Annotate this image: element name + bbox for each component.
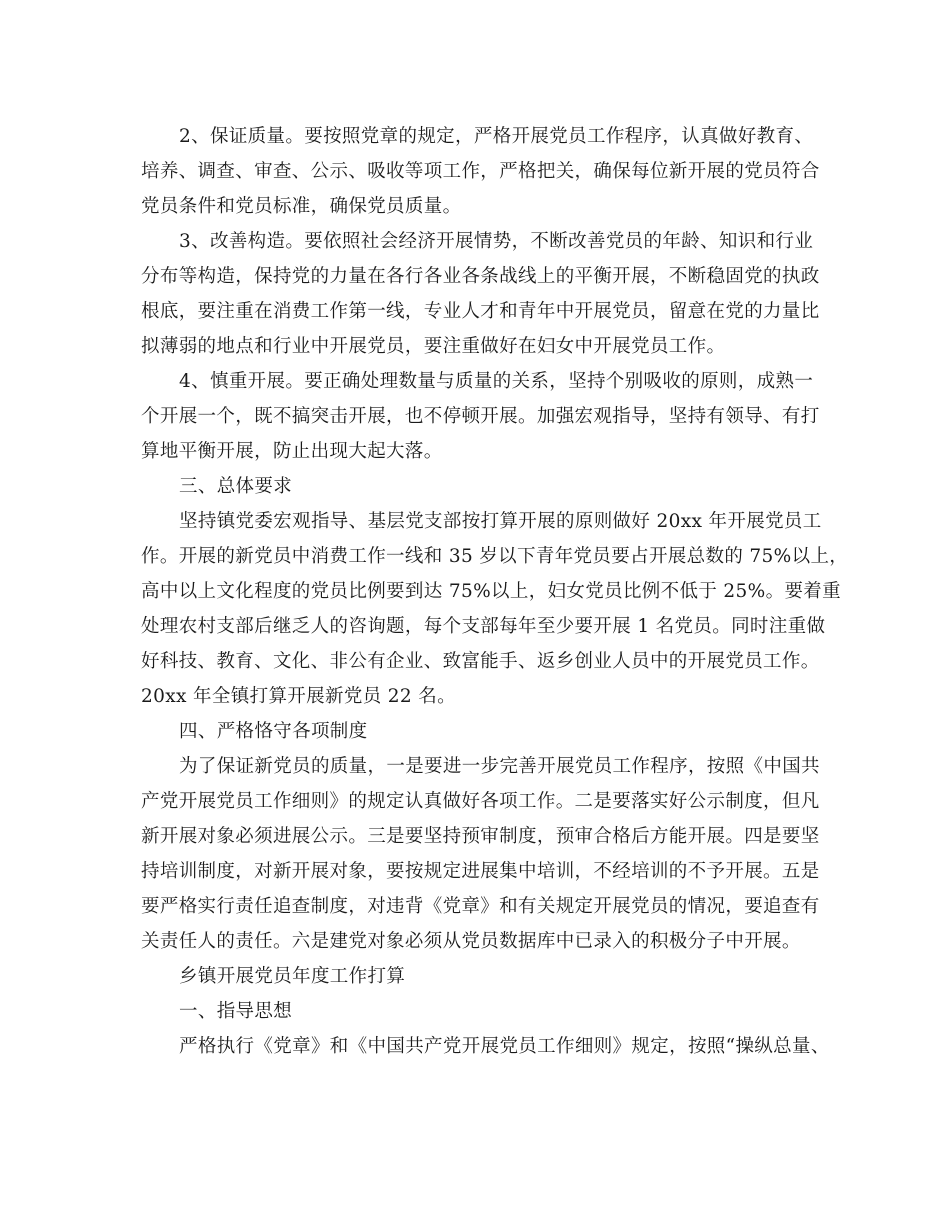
document-body [141,119,849,1064]
text-line: 一、指导思想 [179,1001,293,1022]
text-line: 产党开展党员工作细则》的规定认真做好各项工作。二是要落实好公示制度，但凡 [141,791,820,812]
text-line: 高中以上文化程度的党员比例要到达 75%以上，妇女党员比例不低于 25%。要着重 [141,581,842,602]
text-line: 关责任人的责任。六是建党对象必须从党员数据库中已录入的积极分子中开展。 [141,931,801,952]
text-line: 分布等构造，保持党的力量在各行各业各条战线上的平衡开展，不断稳固党的执政 [141,266,820,287]
text-line: 乡镇开展党员年度工作打算 [179,966,406,987]
text-line: 党员条件和党员标准，确保党员质量。 [141,196,462,217]
text-line: 根底，要注重在消费工作第一线，专业人才和青年中开展党员，留意在党的力量比 [141,301,820,322]
text-line: 好科技、教育、文化、非公有企业、致富能手、返乡创业人员中的开展党员工作。 [141,651,820,672]
text-line: 4、慎重开展。要正确处理数量与质量的关系，坚持个别吸收的原则，成熟一 [179,371,814,392]
text-line: 持培训制度，对新开展对象，要按规定进展集中培训，不经培训的不予开展。五是 [141,861,820,882]
text-line: 四、严格恪守各项制度 [179,721,368,742]
text-line: 作。开展的新党员中消费工作一线和 35 岁以下青年党员要占开展总数的 75%以上， [141,546,849,567]
text-line: 算地平衡开展，防止出现大起大落。 [141,441,443,462]
text-line: 严格执行《党章》和《中国共产党开展党员工作细则》规定，按照“操纵总量、 [179,1036,830,1057]
text-line: 坚持镇党委宏观指导、基层党支部按打算开展的原则做好 20xx 年开展党员工 [179,511,822,532]
text-line: 要严格实行责任追查制度，对违背《党章》和有关规定开展党员的情况，要追查有 [141,896,820,917]
text-line: 培养、调查、审查、公示、吸收等项工作，严格把关，确保每位新开展的党员符合 [141,161,820,182]
text-line: 3、改善构造。要依照社会经济开展情势，不断改善党员的年龄、知识和行业 [179,231,814,252]
text-line: 为了保证新党员的质量，一是要进一步完善开展党员工作程序，按照《中国共 [179,756,820,777]
text-line: 处理农村支部后继乏人的咨询题，每个支部每年至少要开展 1 名党员。同时注重做 [141,616,826,637]
text-line: 个开展一个，既不搞突击开展，也不停顿开展。加强宏观指导，坚持有领导、有打 [141,406,820,427]
text-line: 拟薄弱的地点和行业中开展党员，要注重做好在妇女中开展党员工作。 [141,336,726,357]
text-line: 20xx 年全镇打算开展新党员 22 名。 [141,686,456,707]
text-line: 三、总体要求 [179,476,293,497]
text-line: 2、保证质量。要按照党章的规定，严格开展党员工作程序，认真做好教育、 [179,126,814,147]
text-line: 新开展对象必须进展公示。三是要坚持预审制度，预审合格后方能开展。四是要坚 [141,826,820,847]
